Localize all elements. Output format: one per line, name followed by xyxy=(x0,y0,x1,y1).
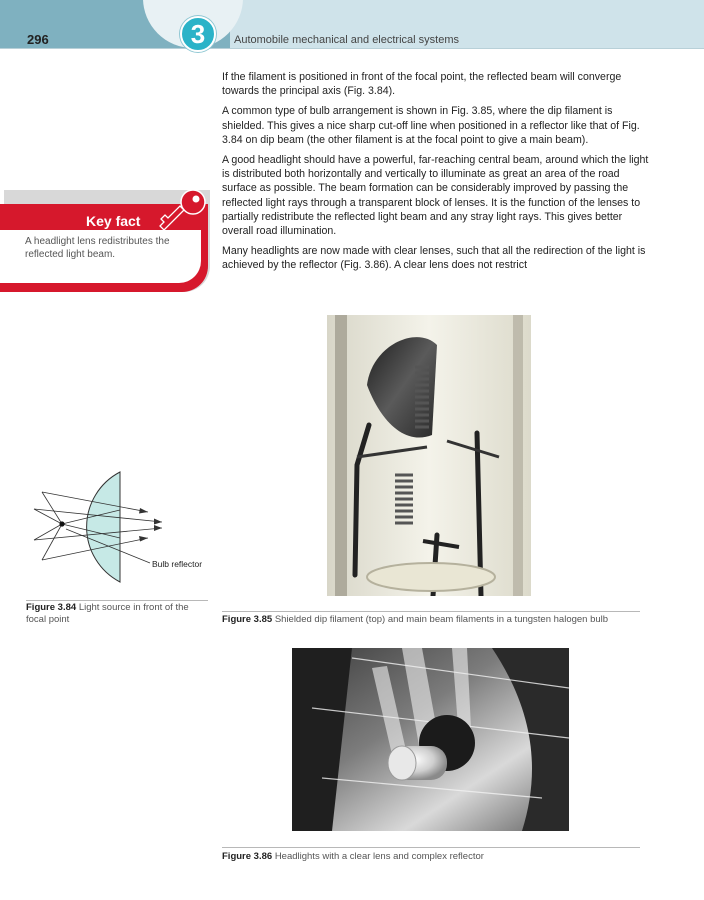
caption-rule xyxy=(222,847,640,848)
figure-number: Figure 3.84 xyxy=(26,602,77,613)
ray-arrows xyxy=(139,508,162,542)
paragraph: A good headlight should have a powerful, far-reaching central beam, around which the light is distributed both horizontally and vertically to illuminate as great an area of the road surface as possible. The beam formation can be considerably improved by passing the reflected light rays through a transparent block of lenses. It is the function of the lenses to partially redistribute the reflected light beam and any stray light rays. This gives better overall road illumination. xyxy=(222,154,649,238)
header-rule xyxy=(0,48,704,49)
page-number: 296 xyxy=(27,32,49,47)
key-fact-title: Key fact xyxy=(86,213,141,229)
paragraph: If the filament is positioned in front of the focal point, the reflected beam will converge towards the principal axis (Fig. 3.84). xyxy=(222,71,622,98)
running-title: Automobile mechanical and electrical systems xyxy=(234,34,459,46)
caption-text: Headlights with a clear lens and complex reflector xyxy=(274,851,484,862)
caption-text: Shielded dip filament (top) and main beam filaments in a tungsten halogen bulb xyxy=(274,614,609,625)
paragraph: A common type of bulb arrangement is shown in Fig. 3.85, where the dip filament is shielded. This gives a nice sharp cut-off line when positioned in a reflector like that of Fig. 3.84 on dip beam (the other filament is at the focal point to give a main beam). xyxy=(222,105,640,146)
figure-number: Figure 3.86 xyxy=(222,851,273,862)
key-icon xyxy=(150,186,210,234)
headlight-photo xyxy=(292,648,569,831)
paragraph: Many headlights are now made with clear lenses, such that all the redirection of the light is achieved by the reflector (Fig. 3.86). A clear lens does not restrict xyxy=(222,245,646,272)
reflector-shape xyxy=(87,472,120,582)
figure-number: Figure 3.85 xyxy=(222,614,273,625)
body-text xyxy=(222,70,652,279)
chapter-badge: 3 xyxy=(180,16,216,52)
halogen-bulb-photo xyxy=(327,315,531,596)
caption-rule xyxy=(26,600,208,601)
caption-rule xyxy=(222,611,640,612)
key-fact-box xyxy=(0,186,208,292)
bulb-reflector-label: Bulb reflector xyxy=(152,559,203,569)
caption-text: Light source in front of the focal point xyxy=(26,602,189,625)
reflector-diagram xyxy=(22,464,212,594)
figure-3-85-caption xyxy=(222,614,652,625)
key-fact-text: A headlight lens redistributes the reflected light beam. xyxy=(25,236,170,260)
figure-3-86-caption xyxy=(222,851,652,862)
figure-3-84-caption xyxy=(26,602,210,625)
light-source xyxy=(59,521,64,526)
